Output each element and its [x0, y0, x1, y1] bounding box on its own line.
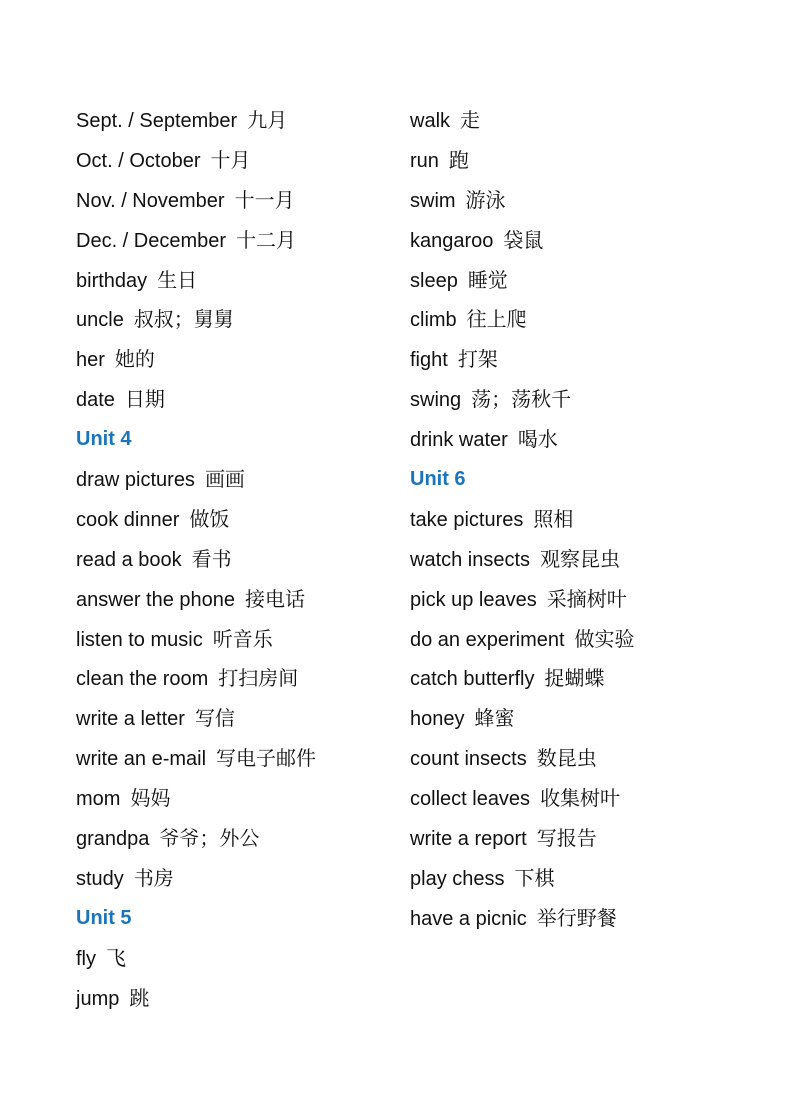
vocab-entry [410, 699, 750, 739]
vocab-english: collect leaves [410, 788, 531, 811]
vocab-entry [76, 300, 376, 340]
right-vocabulary-column [410, 101, 750, 939]
vocab-chinese: 采摘树叶 [546, 586, 627, 611]
vocab-chinese: 写电子邮件 [216, 746, 317, 771]
vocab-english: her [76, 349, 105, 372]
vocab-chinese: 看书 [191, 546, 232, 571]
vocab-chinese: 生日 [157, 267, 198, 292]
vocab-entry [76, 141, 376, 181]
vocab-english: write an e-mail [76, 748, 207, 771]
vocab-chinese: 捉蝴蝶 [544, 666, 605, 691]
unit-heading-text: Unit 4 [76, 428, 132, 451]
vocab-chinese: 观察昆虫 [540, 546, 621, 571]
vocab-entry [76, 859, 376, 899]
vocab-chinese: 十月 [210, 147, 251, 172]
vocab-english: catch butterfly [410, 668, 535, 691]
vocab-english: jump [76, 987, 120, 1010]
unit-heading [76, 899, 376, 939]
vocab-entry [410, 779, 750, 819]
vocab-english: listen to music [76, 628, 203, 651]
vocab-chinese: 荡；荡秋千 [471, 387, 572, 412]
vocab-chinese: 打扫房间 [218, 666, 299, 691]
vocab-chinese: 接电话 [245, 586, 306, 611]
vocab-chinese: 往上爬 [466, 307, 527, 332]
vocab-chinese: 写报告 [536, 826, 597, 851]
vocab-english: kangaroo [410, 229, 494, 252]
vocab-entry [76, 181, 376, 221]
vocab-english: Sept. / September [76, 110, 238, 132]
unit-heading-text: Unit 6 [410, 468, 466, 491]
vocab-english: Oct. / October [76, 149, 201, 172]
vocab-entry [76, 500, 376, 540]
vocab-english: climb [410, 309, 457, 332]
vocab-entry [410, 141, 750, 181]
vocab-entry [410, 181, 750, 221]
vocab-chinese: 跑 [448, 147, 469, 172]
vocab-english: take pictures [410, 508, 524, 531]
vocab-entry [410, 420, 750, 460]
unit-heading-text: Unit 5 [76, 906, 132, 929]
vocab-chinese: 举行野餐 [536, 905, 617, 930]
vocab-english: play chess [410, 867, 505, 890]
vocab-entry [410, 261, 750, 301]
vocab-chinese: 做饭 [189, 506, 230, 531]
vocab-english: drink water [410, 429, 508, 452]
vocab-entry [410, 221, 750, 261]
vocab-chinese: 日期 [124, 387, 165, 412]
vocab-entry [410, 899, 750, 939]
vocab-english: write a letter [76, 708, 185, 731]
vocab-entry [410, 739, 750, 779]
vocab-entry [76, 221, 376, 261]
vocab-english: Dec. / December [76, 229, 227, 252]
vocab-chinese: 写信 [194, 706, 235, 731]
vocab-chinese: 画画 [204, 467, 245, 492]
vocab-chinese: 妈妈 [130, 786, 171, 811]
vocab-english: watch insects [410, 548, 531, 571]
vocab-entry [76, 620, 376, 660]
vocab-entry [410, 659, 750, 699]
vocab-chinese: 十二月 [236, 227, 297, 252]
vocab-chinese: 叔叔；舅舅 [133, 307, 234, 332]
unit-heading [76, 420, 376, 460]
vocab-english: fight [410, 349, 448, 372]
vocab-entry [76, 101, 376, 141]
vocab-chinese: 飞 [106, 945, 126, 970]
vocab-chinese: 十一月 [234, 187, 295, 212]
vocab-english: cook dinner [76, 508, 180, 531]
vocab-chinese: 袋鼠 [503, 227, 544, 252]
vocab-chinese: 打架 [457, 347, 498, 372]
vocab-chinese: 下棋 [514, 865, 555, 890]
vocab-chinese: 爷爷；外公 [159, 826, 260, 851]
vocab-entry [76, 261, 376, 301]
vocab-entry [76, 739, 376, 779]
vocab-english: count insects [410, 748, 527, 771]
vocab-entry [410, 300, 750, 340]
vocab-english: uncle [76, 309, 124, 332]
vocab-english: birthday [76, 269, 148, 292]
vocab-chinese: 书房 [133, 865, 174, 890]
vocab-entry [410, 340, 750, 380]
vocab-chinese: 数昆虫 [536, 746, 597, 771]
vocab-chinese: 蜂蜜 [474, 706, 515, 731]
vocab-entry [410, 500, 750, 540]
vocab-entry [76, 540, 376, 580]
vocab-chinese: 收集树叶 [540, 786, 621, 811]
vocab-english: have a picnic [410, 907, 527, 930]
vocab-english: Nov. / November [76, 189, 225, 212]
vocab-chinese: 她的 [114, 347, 155, 372]
vocab-entry [76, 580, 376, 620]
vocab-chinese: 喝水 [517, 427, 558, 452]
vocab-english: fly [76, 947, 96, 970]
unit-heading [410, 460, 750, 500]
vocab-entry [76, 979, 376, 1019]
vocab-chinese: 做实验 [574, 626, 635, 651]
vocab-chinese: 跳 [129, 985, 150, 1010]
vocab-entry [76, 460, 376, 500]
vocab-english: date [76, 389, 115, 412]
vocab-entry [76, 779, 376, 819]
vocab-english: study [76, 867, 124, 890]
vocab-english: write a report [410, 828, 527, 851]
vocab-entry [410, 859, 750, 899]
vocab-entry [410, 101, 750, 141]
vocab-chinese: 九月 [247, 108, 288, 132]
vocab-entry [76, 340, 376, 380]
vocab-english: pick up leaves [410, 588, 537, 611]
vocab-entry [410, 380, 750, 420]
vocab-entry [410, 620, 750, 660]
vocab-english: walk [410, 110, 451, 132]
vocab-english: grandpa [76, 828, 150, 851]
vocab-entry [410, 540, 750, 580]
vocab-english: clean the room [76, 668, 209, 691]
vocab-english: swim [410, 189, 456, 212]
vocab-chinese: 游泳 [465, 187, 506, 212]
vocab-english: answer the phone [76, 588, 236, 611]
vocab-english: draw pictures [76, 469, 195, 492]
vocab-english: do an experiment [410, 628, 565, 651]
vocab-entry [410, 819, 750, 859]
vocab-english: mom [76, 788, 121, 811]
vocab-chinese: 睡觉 [467, 267, 508, 292]
vocab-entry [76, 380, 376, 420]
vocab-entry [76, 819, 376, 859]
vocab-entry [76, 939, 376, 979]
vocab-chinese: 听音乐 [212, 626, 273, 651]
vocab-english: sleep [410, 269, 458, 292]
vocab-entry [76, 659, 376, 699]
vocab-entry [76, 699, 376, 739]
vocab-english: read a book [76, 548, 182, 571]
vocab-english: honey [410, 708, 465, 731]
vocab-english: swing [410, 389, 462, 412]
vocab-chinese: 照相 [533, 506, 574, 531]
vocab-chinese: 走 [460, 108, 481, 132]
vocab-entry [410, 580, 750, 620]
left-vocabulary-column [76, 101, 376, 1018]
vocab-english: run [410, 149, 439, 172]
